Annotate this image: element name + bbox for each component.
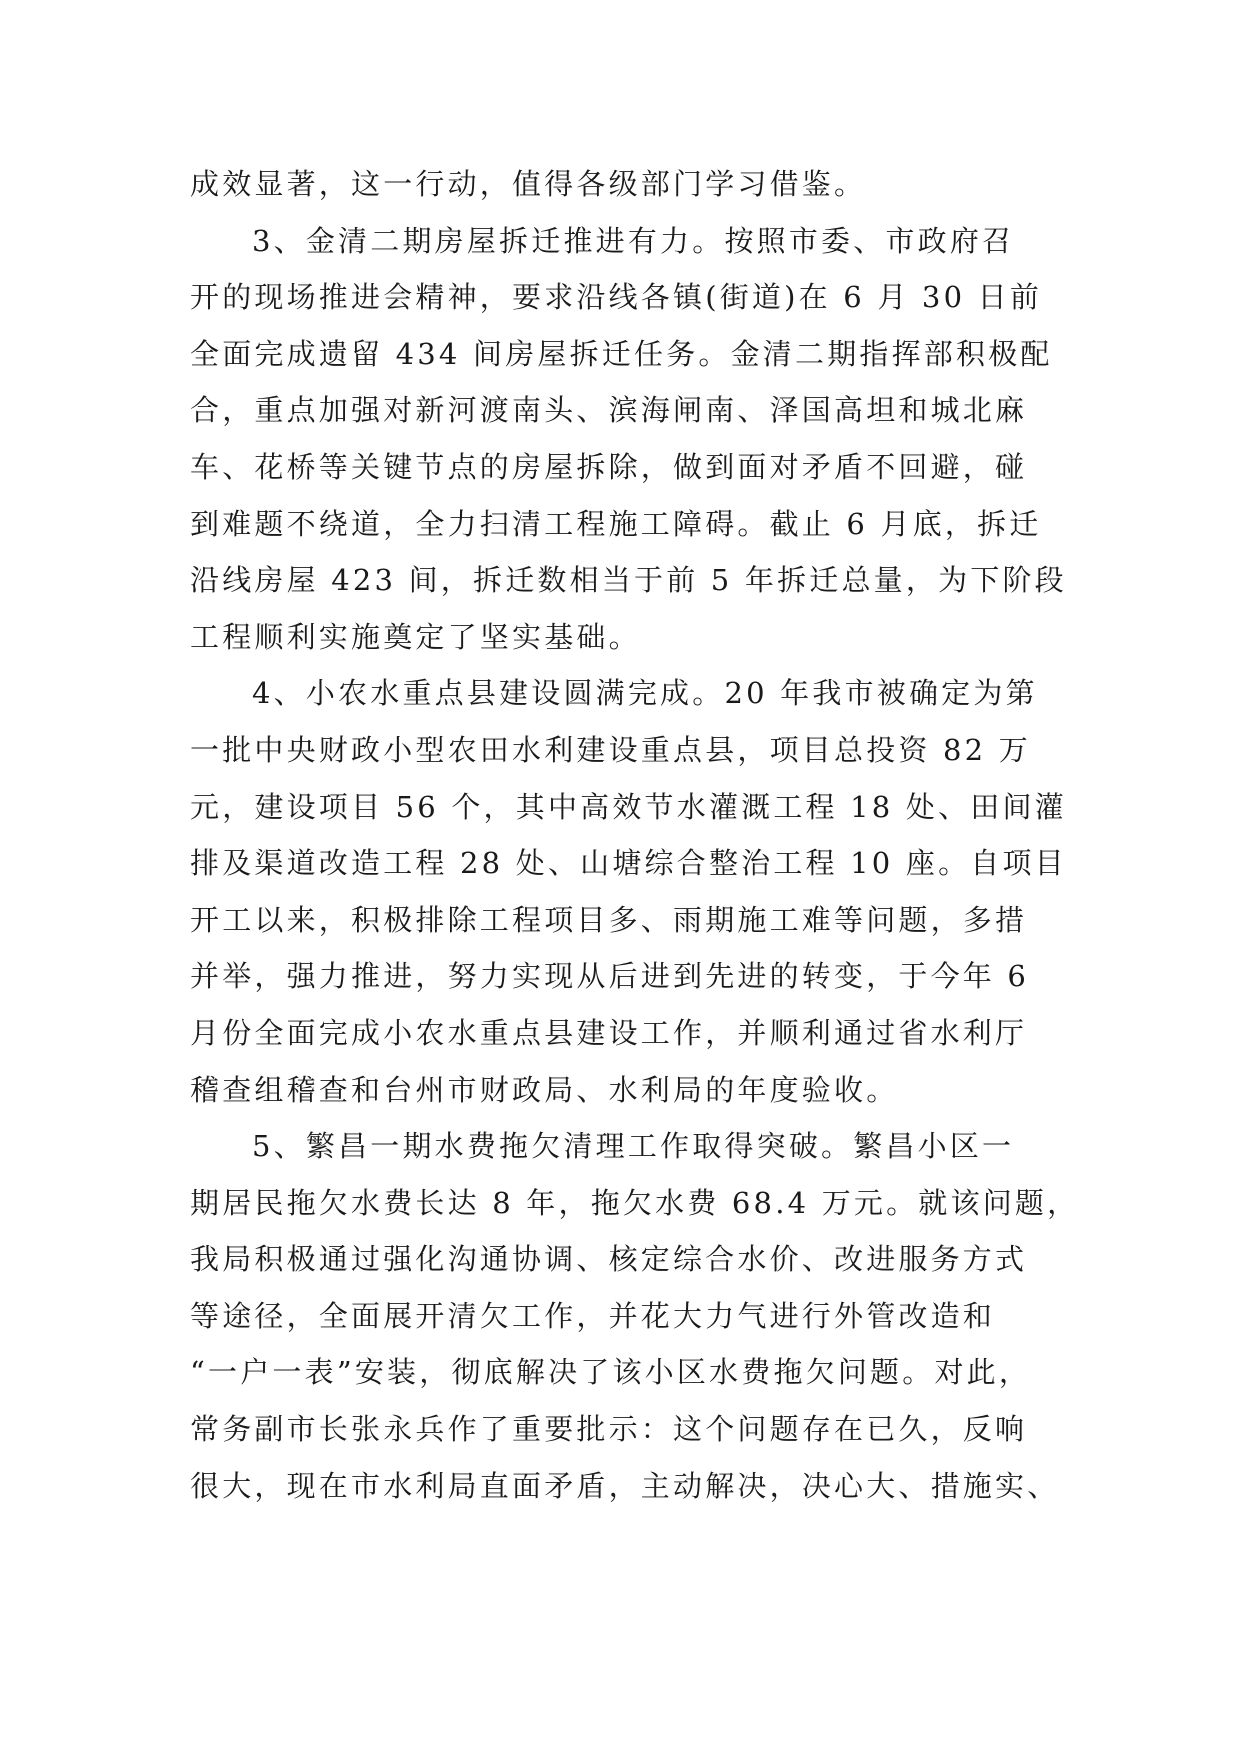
text-line: 车、花桥等关键节点的房屋拆除，做到面对矛盾不回避，碰 (190, 449, 1028, 484)
text-line: 并举，强力推进，努力实现从后进到先进的转变，于今年 6 (190, 959, 1030, 994)
paragraph-4-start: 4、小农水重点县建设圆满完成。20 年我市被确定为第 (252, 676, 1038, 711)
text-line: “一户一表”安装，彻底解决了该小区水费拖欠问题。对此， (190, 1355, 1032, 1390)
body-text (190, 156, 1080, 1514)
text-line: 常务副市长张永兵作了重要批示：这个问题存在已久，反响 (190, 1412, 1028, 1447)
text-line: 元，建设项目 56 个，其中高效节水灌溉工程 18 处、田间灌 (190, 789, 1067, 824)
paragraph-5-start: 5、繁昌一期水费拖欠清理工作取得突破。繁昌小区一 (252, 1129, 1015, 1164)
text-line: 合，重点加强对新河渡南头、滨海闸南、泽国高坦和城北麻 (190, 393, 1028, 428)
text-line: 排及渠道改造工程 28 处、山塘综合整治工程 10 座。自项目 (190, 846, 1067, 881)
text-line: 我局积极通过强化沟通协调、核定综合水价、改进服务方式 (190, 1242, 1028, 1277)
text-line: 稽查组稽查和台州市财政局、水利局的年度验收。 (190, 1072, 899, 1107)
text-line: 期居民拖欠水费长达 8 年，拖欠水费 68.4 万元。就该问题， (190, 1185, 1080, 1220)
text-line: 开的现场推进会精神，要求沿线各镇(街道)在 6 月 30 日前 (190, 280, 1043, 315)
text-line: 到难题不绕道，全力扫清工程施工障碍。截止 6 月底，拆迁 (190, 506, 1042, 541)
text-line: 月份全面完成小农水重点县建设工作，并顺利通过省水利厅 (190, 1015, 1028, 1050)
text-line: 工程顺利实施奠定了坚实基础。 (190, 619, 641, 654)
text-line: 等途径，全面展开清欠工作，并花大力气进行外管改造和 (190, 1298, 996, 1333)
text-line: 成效显著，这一行动，值得各级部门学习借鉴。 (190, 167, 867, 201)
text-line: 很大，现在市水利局直面矛盾，主动解决，决心大、措施实、 (190, 1468, 1060, 1503)
text-line: 开工以来，积极排除工程项目多、雨期施工难等问题，多措 (190, 902, 1028, 937)
paragraph-3-start: 3、金清二期房屋拆迁推进有力。按照市委、市政府召 (252, 223, 1015, 258)
text-line: 一批中央财政小型农田水利建设重点县，项目总投资 82 万 (190, 732, 1031, 767)
text-line: 沿线房屋 423 间，拆迁数相当于前 5 年拆迁总量，为下阶段 (190, 563, 1067, 598)
text-line: 全面完成遗留 434 间房屋拆迁任务。金清二期指挥部积极配 (190, 336, 1053, 371)
